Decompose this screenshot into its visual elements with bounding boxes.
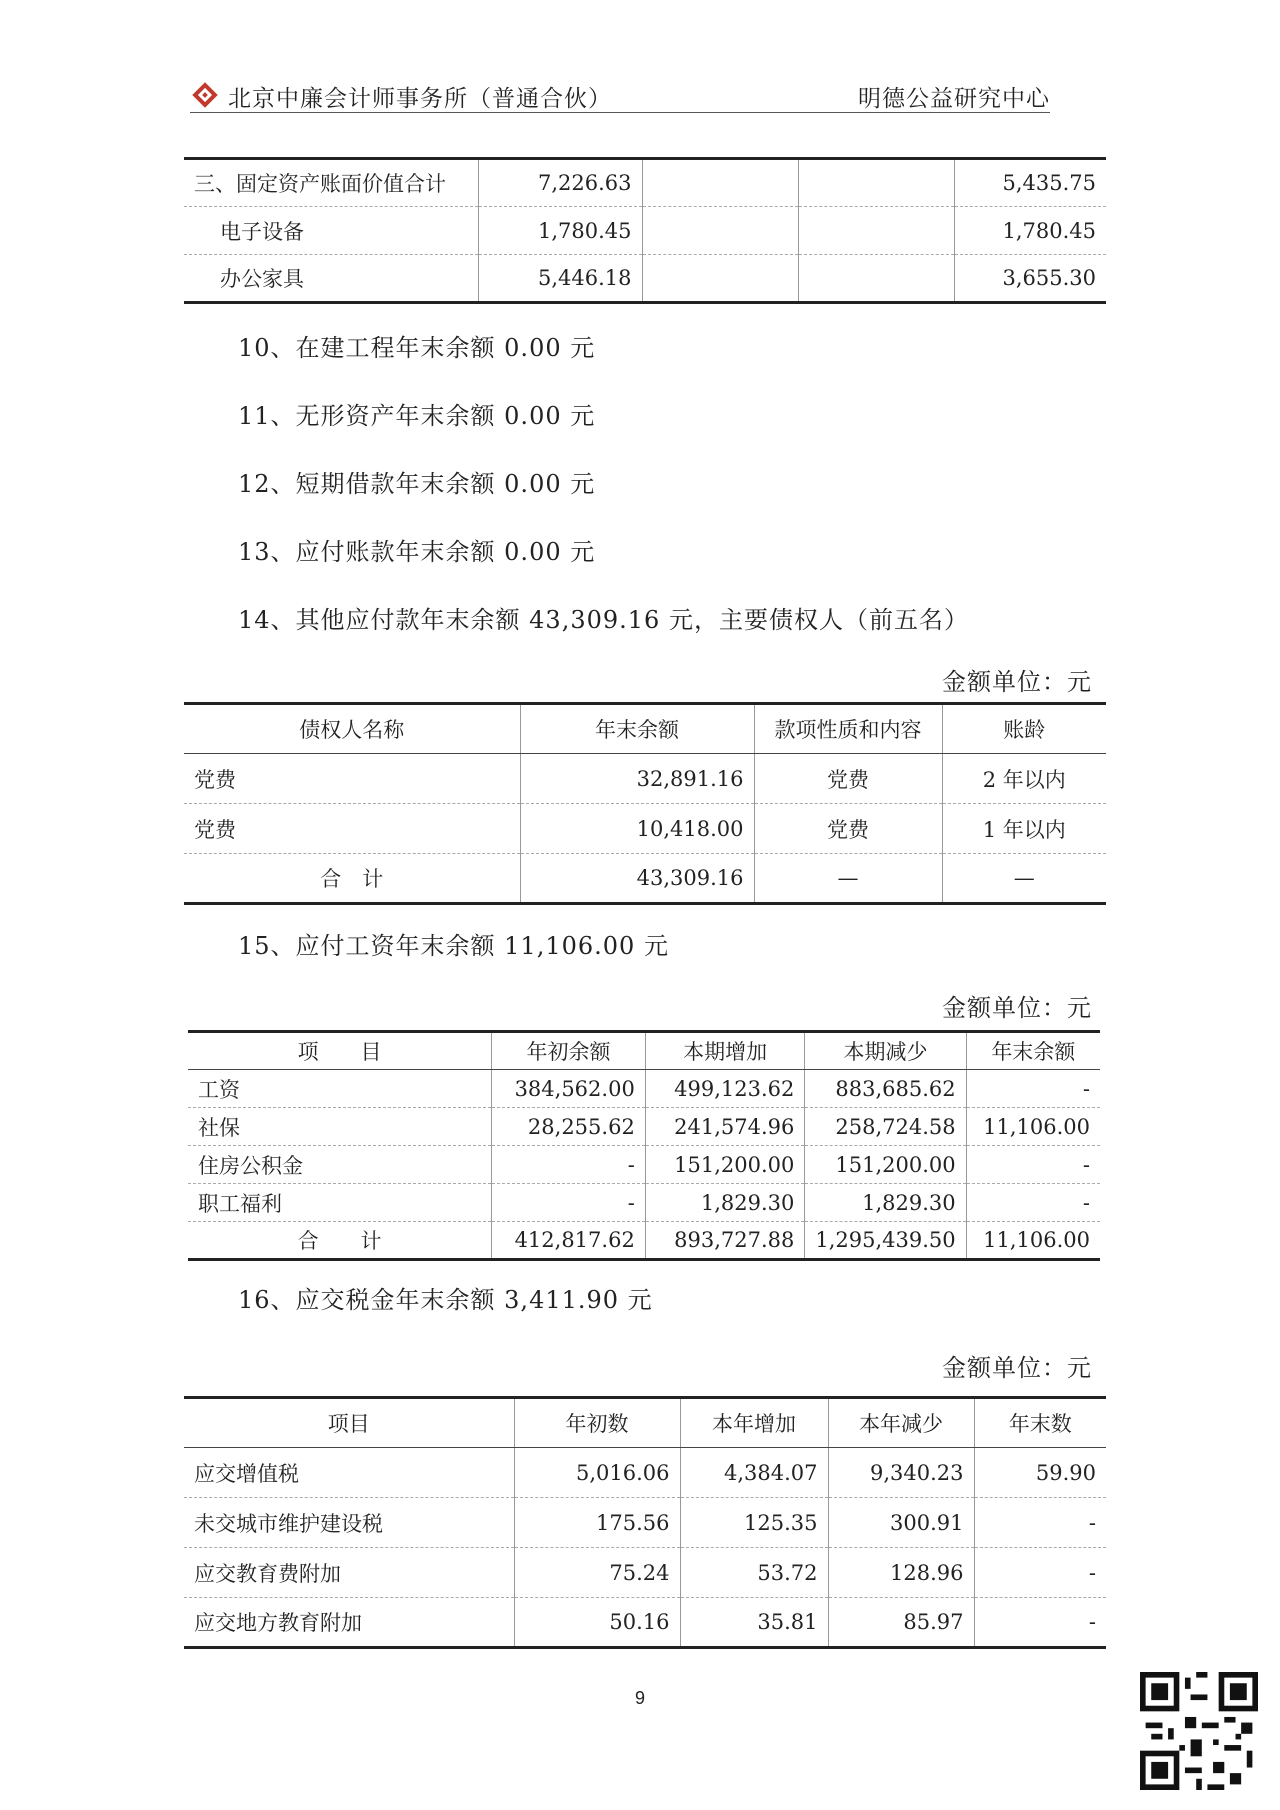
column-header: 账龄 bbox=[942, 704, 1106, 754]
cell: 59.90 bbox=[974, 1448, 1106, 1498]
cell: 300.91 bbox=[828, 1498, 974, 1548]
cell: 35.81 bbox=[680, 1598, 828, 1648]
row-label: 三、固定资产账面价值合计 bbox=[184, 159, 478, 207]
cell: 7,226.63 bbox=[478, 159, 642, 207]
total-row bbox=[188, 1222, 1100, 1260]
fixed-assets-table bbox=[184, 157, 1106, 304]
cell: - bbox=[974, 1498, 1106, 1548]
cell: 应交教育费附加 bbox=[184, 1548, 514, 1598]
table-row bbox=[188, 1108, 1100, 1146]
cell bbox=[642, 159, 798, 207]
cell: 883,685.62 bbox=[805, 1070, 966, 1108]
cell: 应交增值税 bbox=[184, 1448, 514, 1498]
cell: 党费 bbox=[754, 804, 942, 854]
cell: - bbox=[966, 1146, 1100, 1184]
organization-name: 明德公益研究中心 bbox=[858, 86, 1050, 112]
table-row bbox=[184, 159, 1106, 207]
table-row bbox=[184, 1498, 1106, 1548]
cell: 1,295,439.50 bbox=[805, 1222, 966, 1260]
item-15: 15、应付工资年末余额 11,106.00 元 bbox=[238, 932, 669, 960]
cell: 4,384.07 bbox=[680, 1448, 828, 1498]
item-14: 14、其他应付款年末余额 43,309.16 元，主要债权人（前五名） bbox=[238, 606, 969, 634]
cell: 1,829.30 bbox=[645, 1184, 805, 1222]
column-header: 本年增加 bbox=[680, 1398, 828, 1448]
cell: 258,724.58 bbox=[805, 1108, 966, 1146]
table-row bbox=[188, 1146, 1100, 1184]
wage-payable-table bbox=[188, 1030, 1100, 1261]
cell: 128.96 bbox=[828, 1548, 974, 1598]
item-10: 10、在建工程年末余额 0.00 元 bbox=[238, 334, 596, 362]
cell: - bbox=[974, 1548, 1106, 1598]
cell: 85.97 bbox=[828, 1598, 974, 1648]
cell: 工资 bbox=[188, 1070, 492, 1108]
cell: 151,200.00 bbox=[645, 1146, 805, 1184]
cell: 125.35 bbox=[680, 1498, 828, 1548]
cell: 75.24 bbox=[514, 1548, 680, 1598]
table-header-row bbox=[184, 1398, 1106, 1448]
cell: 应交地方教育附加 bbox=[184, 1598, 514, 1648]
table-row bbox=[188, 1070, 1100, 1108]
cell: 893,727.88 bbox=[645, 1222, 805, 1260]
column-header: 项目 bbox=[184, 1398, 514, 1448]
item-11: 11、无形资产年末余额 0.00 元 bbox=[238, 402, 596, 430]
column-header: 年初数 bbox=[514, 1398, 680, 1448]
cell: 职工福利 bbox=[188, 1184, 492, 1222]
cell: 2 年以内 bbox=[942, 754, 1106, 804]
cell: 合 计 bbox=[188, 1222, 492, 1260]
column-header: 本期增加 bbox=[645, 1032, 805, 1070]
cell: 151,200.00 bbox=[805, 1146, 966, 1184]
cell: 未交城市维护建设税 bbox=[184, 1498, 514, 1548]
cell: 384,562.00 bbox=[492, 1070, 646, 1108]
table-row bbox=[188, 1184, 1100, 1222]
creditor-table bbox=[184, 702, 1106, 905]
table-row bbox=[184, 754, 1106, 804]
cell: 412,817.62 bbox=[492, 1222, 646, 1260]
unit-label: 金额单位：元 bbox=[942, 668, 1092, 696]
cell: - bbox=[966, 1184, 1100, 1222]
cell bbox=[798, 159, 954, 207]
cell bbox=[798, 207, 954, 255]
cell: 1,829.30 bbox=[805, 1184, 966, 1222]
cell: 11,106.00 bbox=[966, 1108, 1100, 1146]
column-header: 债权人名称 bbox=[184, 704, 520, 754]
item-13: 13、应付账款年末余额 0.00 元 bbox=[238, 538, 596, 566]
cell: 32,891.16 bbox=[520, 754, 754, 804]
table-row bbox=[184, 207, 1106, 255]
table-row bbox=[184, 804, 1106, 854]
item-12: 12、短期借款年末余额 0.00 元 bbox=[238, 470, 596, 498]
cell: 9,340.23 bbox=[828, 1448, 974, 1498]
column-header: 年末数 bbox=[974, 1398, 1106, 1448]
cell: 合 计 bbox=[184, 854, 520, 904]
unit-label: 金额单位：元 bbox=[942, 1354, 1092, 1382]
cell bbox=[798, 255, 954, 303]
table-header-row bbox=[188, 1032, 1100, 1070]
cell: - bbox=[492, 1184, 646, 1222]
cell: 3,655.30 bbox=[954, 255, 1106, 303]
table-row bbox=[184, 255, 1106, 303]
column-header: 年末余额 bbox=[520, 704, 754, 754]
firm-name: 北京中廉会计师事务所（普通合伙） bbox=[228, 86, 612, 112]
firm-logo-icon bbox=[190, 80, 220, 110]
cell bbox=[642, 255, 798, 303]
table-row bbox=[184, 1598, 1106, 1648]
cell: — bbox=[942, 854, 1106, 904]
cell bbox=[642, 207, 798, 255]
cell: 5,016.06 bbox=[514, 1448, 680, 1498]
cell: 43,309.16 bbox=[520, 854, 754, 904]
page-number: 9 bbox=[634, 1688, 645, 1708]
cell: 1,780.45 bbox=[478, 207, 642, 255]
column-header: 本期减少 bbox=[805, 1032, 966, 1070]
row-label: 办公家具 bbox=[184, 255, 478, 303]
column-header: 年末余额 bbox=[966, 1032, 1100, 1070]
cell: - bbox=[966, 1070, 1100, 1108]
cell: 1 年以内 bbox=[942, 804, 1106, 854]
cell: 11,106.00 bbox=[966, 1222, 1100, 1260]
cell: 5,435.75 bbox=[954, 159, 1106, 207]
cell: 50.16 bbox=[514, 1598, 680, 1648]
column-header: 款项性质和内容 bbox=[754, 704, 942, 754]
cell: 10,418.00 bbox=[520, 804, 754, 854]
item-16: 16、应交税金年末余额 3,411.90 元 bbox=[238, 1286, 653, 1314]
page-header bbox=[190, 78, 1050, 113]
row-label: 电子设备 bbox=[184, 207, 478, 255]
total-row bbox=[184, 854, 1106, 904]
unit-label: 金额单位：元 bbox=[942, 994, 1092, 1022]
column-header: 本年减少 bbox=[828, 1398, 974, 1448]
cell: 5,446.18 bbox=[478, 255, 642, 303]
cell: 175.56 bbox=[514, 1498, 680, 1548]
cell: 1,780.45 bbox=[954, 207, 1106, 255]
table-row bbox=[184, 1448, 1106, 1498]
qr-code-icon bbox=[1140, 1672, 1258, 1790]
cell: 党费 bbox=[184, 754, 520, 804]
cell: 53.72 bbox=[680, 1548, 828, 1598]
table-header-row bbox=[184, 704, 1106, 754]
cell: 社保 bbox=[188, 1108, 492, 1146]
cell: 党费 bbox=[754, 754, 942, 804]
column-header: 年初余额 bbox=[492, 1032, 646, 1070]
table-row bbox=[184, 1548, 1106, 1598]
cell: 住房公积金 bbox=[188, 1146, 492, 1184]
cell: 28,255.62 bbox=[492, 1108, 646, 1146]
column-header: 项 目 bbox=[188, 1032, 492, 1070]
cell: - bbox=[974, 1598, 1106, 1648]
cell: 党费 bbox=[184, 804, 520, 854]
cell: 241,574.96 bbox=[645, 1108, 805, 1146]
cell: - bbox=[492, 1146, 646, 1184]
cell: — bbox=[754, 854, 942, 904]
cell: 499,123.62 bbox=[645, 1070, 805, 1108]
tax-payable-table bbox=[184, 1396, 1106, 1649]
